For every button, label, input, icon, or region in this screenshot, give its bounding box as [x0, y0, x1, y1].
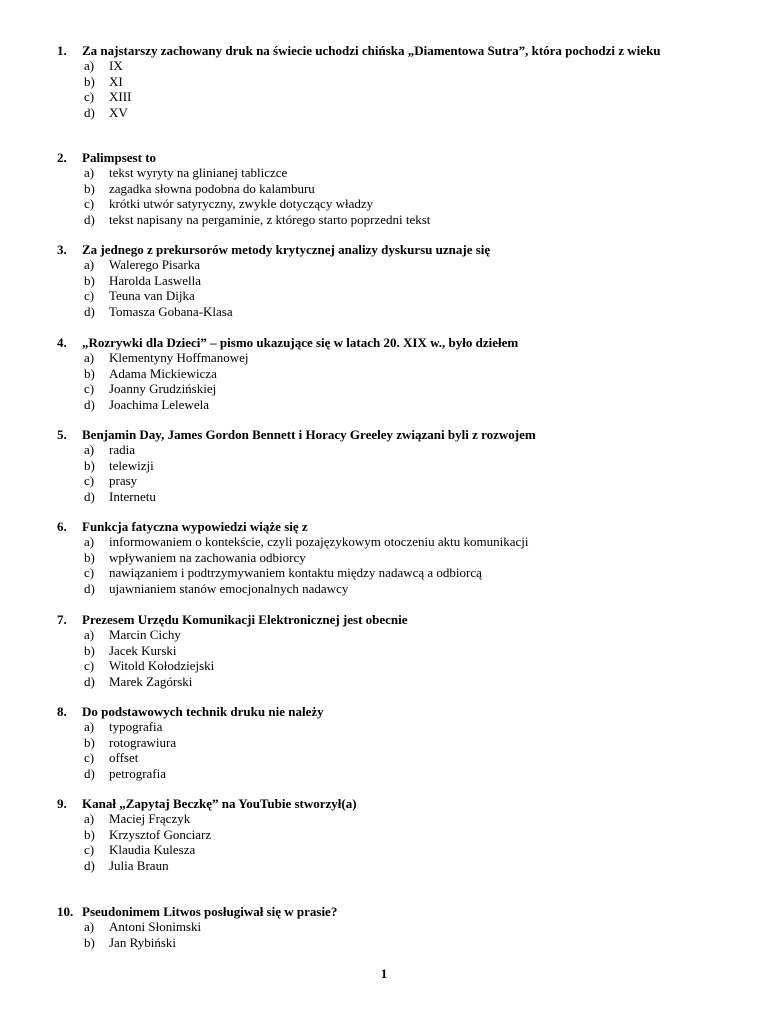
option-text: wpływaniem na zachowania odbiorcy: [109, 549, 306, 565]
question-number: 1.: [57, 43, 67, 58]
answer-options: [57, 257, 713, 319]
option-letter: c): [84, 288, 95, 303]
option-text: ujawnianiem stanów emocjonalnych nadawcy: [109, 580, 349, 596]
option-letter: a): [84, 919, 95, 934]
option-letter: c): [84, 750, 95, 765]
question-text: „Rozrywki dla Dzieci” – pismo ukazujące się w latach 20. XIX w., było dziełem: [82, 335, 519, 350]
question-number: 4.: [57, 335, 67, 350]
option-letter: d): [84, 211, 95, 227]
question-10-heading: [57, 904, 713, 919]
question-number: 2.: [57, 150, 67, 165]
option-text: typografia: [109, 719, 163, 734]
question-2-heading: [57, 150, 713, 165]
option-text: Harolda Laswella: [109, 272, 202, 288]
question-8-heading: [57, 704, 713, 719]
option-letter: b): [84, 734, 95, 750]
question-5: [57, 427, 713, 504]
question-number: 10.: [57, 904, 74, 919]
option-letter: d): [84, 580, 95, 596]
question-number: 8.: [57, 704, 67, 719]
option-text: radia: [109, 442, 135, 457]
question-1-heading: [57, 43, 713, 58]
question-number: 9.: [57, 796, 67, 811]
answer-option-d: [57, 304, 713, 320]
option-text: Witold Kołodziejski: [109, 658, 215, 673]
answer-option-c: [57, 381, 713, 397]
question-3: [57, 242, 713, 319]
answer-option-b: [57, 458, 713, 474]
option-text: Antoni Słonimski: [109, 919, 202, 934]
option-text: Adama Mickiewicza: [109, 365, 217, 381]
option-letter: d): [84, 857, 95, 873]
answer-options: [57, 627, 713, 689]
answer-option-b: [57, 735, 713, 751]
question-4-heading: [57, 335, 713, 350]
question-text: Funkcja fatyczna wypowiedzi wiąże się z: [82, 519, 308, 534]
option-text: IX: [109, 58, 123, 73]
option-text: Joanny Grudzińskiej: [109, 381, 217, 396]
answer-option-b: [57, 550, 713, 566]
option-letter: b): [84, 934, 95, 950]
option-text: XI: [109, 73, 123, 89]
answer-option-a: [57, 719, 713, 735]
option-letter: d): [84, 396, 95, 412]
option-letter: b): [84, 272, 95, 288]
question-8: [57, 704, 713, 781]
question-5-heading: [57, 427, 713, 442]
option-text: zagadka słowna podobna do kalamburu: [109, 180, 315, 196]
question-number: 7.: [57, 612, 67, 627]
question-1: [57, 43, 713, 120]
option-text: Jan Rybiński: [109, 934, 177, 950]
answer-option-c: [57, 196, 713, 212]
question-9: [57, 796, 713, 873]
option-text: Internetu: [109, 488, 156, 504]
answer-options: [57, 442, 713, 504]
option-text: XV: [109, 104, 128, 120]
question-number: 3.: [57, 242, 67, 257]
answer-option-b: [57, 935, 713, 951]
option-text: Klaudia Kulesza: [109, 842, 196, 857]
question-number: 5.: [57, 427, 67, 442]
option-text: petrografia: [109, 765, 167, 781]
question-text: Prezesem Urzędu Komunikacji Elektronicznej jest obecnie: [82, 612, 408, 627]
option-text: Julia Braun: [109, 857, 169, 873]
answer-option-a: [57, 811, 713, 827]
option-letter: b): [84, 180, 95, 196]
answer-option-b: [57, 366, 713, 382]
question-10: [57, 904, 713, 950]
answer-option-a: [57, 58, 713, 74]
answer-option-b: [57, 827, 713, 843]
answer-option-b: [57, 643, 713, 659]
option-letter: c): [84, 565, 95, 580]
answer-option-b: [57, 273, 713, 289]
option-text: Maciej Frączyk: [109, 811, 191, 826]
option-letter: a): [84, 719, 95, 734]
answer-option-a: [57, 534, 713, 550]
option-letter: c): [84, 473, 95, 488]
answer-option-a: [57, 919, 713, 935]
answer-option-c: [57, 842, 713, 858]
option-letter: d): [84, 104, 95, 120]
answer-option-b: [57, 181, 713, 197]
option-text: offset: [109, 750, 139, 765]
answer-options: [57, 719, 713, 781]
question-text: Za jednego z prekursorów metody krytycznej analizy dyskursu uznaje się: [82, 242, 491, 257]
option-letter: a): [84, 165, 95, 180]
answer-option-d: [57, 674, 713, 690]
option-letter: b): [84, 642, 95, 658]
option-letter: a): [84, 257, 95, 272]
answer-option-a: [57, 257, 713, 273]
option-letter: c): [84, 381, 95, 396]
option-letter: b): [84, 457, 95, 473]
option-letter: d): [84, 673, 95, 689]
question-text: Palimpsest to: [82, 150, 157, 165]
answer-option-c: [57, 658, 713, 674]
option-text: XIII: [109, 89, 132, 104]
option-text: krótki utwór satyryczny, zwykle dotyczący władzy: [109, 196, 374, 211]
answer-options: [57, 919, 713, 950]
answer-option-b: [57, 74, 713, 90]
option-letter: c): [84, 658, 95, 673]
question-text: Do podstawowych technik druku nie należy: [82, 704, 324, 719]
question-7: [57, 612, 713, 689]
option-letter: a): [84, 58, 95, 73]
option-letter: c): [84, 89, 95, 104]
option-letter: b): [84, 826, 95, 842]
option-text: Krzysztof Gonciarz: [109, 826, 212, 842]
option-text: Jacek Kurski: [109, 642, 177, 658]
option-text: nawiązaniem i podtrzymywaniem kontaktu między nadawcą a odbiorcą: [109, 565, 482, 580]
option-letter: c): [84, 196, 95, 211]
answer-option-c: [57, 565, 713, 581]
question-text: Pseudonimem Litwos posługiwał się w prasie?: [82, 904, 338, 919]
option-text: Tomasza Gobana-Klasa: [109, 303, 233, 319]
option-text: telewizji: [109, 457, 154, 473]
option-letter: a): [84, 811, 95, 826]
question-text: Za najstarszy zachowany druk na świecie uchodzi chińska „Diamentowa Sutra”, która pochodzi z wieku: [82, 43, 661, 58]
option-text: tekst napisany na pergaminie, z którego starto poprzedni tekst: [109, 211, 431, 227]
option-letter: a): [84, 350, 95, 365]
option-letter: b): [84, 73, 95, 89]
page-number: 1: [380, 966, 388, 981]
answer-option-a: [57, 442, 713, 458]
answer-option-d: [57, 766, 713, 782]
option-letter: d): [84, 303, 95, 319]
option-text: Marek Zagórski: [109, 673, 193, 689]
answer-options: [57, 534, 713, 596]
answer-options: [57, 350, 713, 412]
answer-option-c: [57, 288, 713, 304]
option-letter: d): [84, 488, 95, 504]
question-6: [57, 519, 713, 596]
answer-option-a: [57, 165, 713, 181]
option-letter: d): [84, 765, 95, 781]
option-text: tekst wyryty na glinianej tabliczce: [109, 165, 288, 180]
option-letter: c): [84, 842, 95, 857]
question-7-heading: [57, 612, 713, 627]
answer-option-d: [57, 105, 713, 121]
answer-option-c: [57, 473, 713, 489]
answer-option-d: [57, 858, 713, 874]
question-9-heading: [57, 796, 713, 811]
question-6-heading: [57, 519, 713, 534]
question-4: [57, 335, 713, 412]
answer-option-d: [57, 489, 713, 505]
option-text: Marcin Cichy: [109, 627, 181, 642]
answer-options: [57, 811, 713, 873]
question-number: 6.: [57, 519, 67, 534]
answer-option-d: [57, 212, 713, 228]
option-text: Joachima Lelewela: [109, 396, 209, 412]
answer-option-d: [57, 581, 713, 597]
answer-option-a: [57, 350, 713, 366]
option-letter: a): [84, 534, 95, 549]
answer-option-c: [57, 89, 713, 105]
option-text: informowaniem o kontekście, czyli pozajęzykowym otoczeniu aktu komunikacji: [109, 534, 529, 549]
answer-options: [57, 165, 713, 227]
question-2: [57, 150, 713, 227]
answer-options: [57, 58, 713, 120]
option-text: Walerego Pisarka: [109, 257, 200, 272]
answer-option-d: [57, 397, 713, 413]
answer-option-a: [57, 627, 713, 643]
option-letter: b): [84, 365, 95, 381]
option-text: Klementyny Hoffmanowej: [109, 350, 249, 365]
option-text: Teuna van Dijka: [109, 288, 195, 303]
question-text: Benjamin Day, James Gordon Bennett i Horacy Greeley związani byli z rozwojem: [82, 427, 536, 442]
option-text: prasy: [109, 473, 138, 488]
question-3-heading: [57, 242, 713, 257]
option-letter: a): [84, 442, 95, 457]
option-text: rotograwiura: [109, 734, 177, 750]
question-text: Kanał „Zapytaj Beczkę” na YouTubie stworzył(a): [82, 796, 357, 811]
answer-option-c: [57, 750, 713, 766]
option-letter: b): [84, 549, 95, 565]
option-letter: a): [84, 627, 95, 642]
